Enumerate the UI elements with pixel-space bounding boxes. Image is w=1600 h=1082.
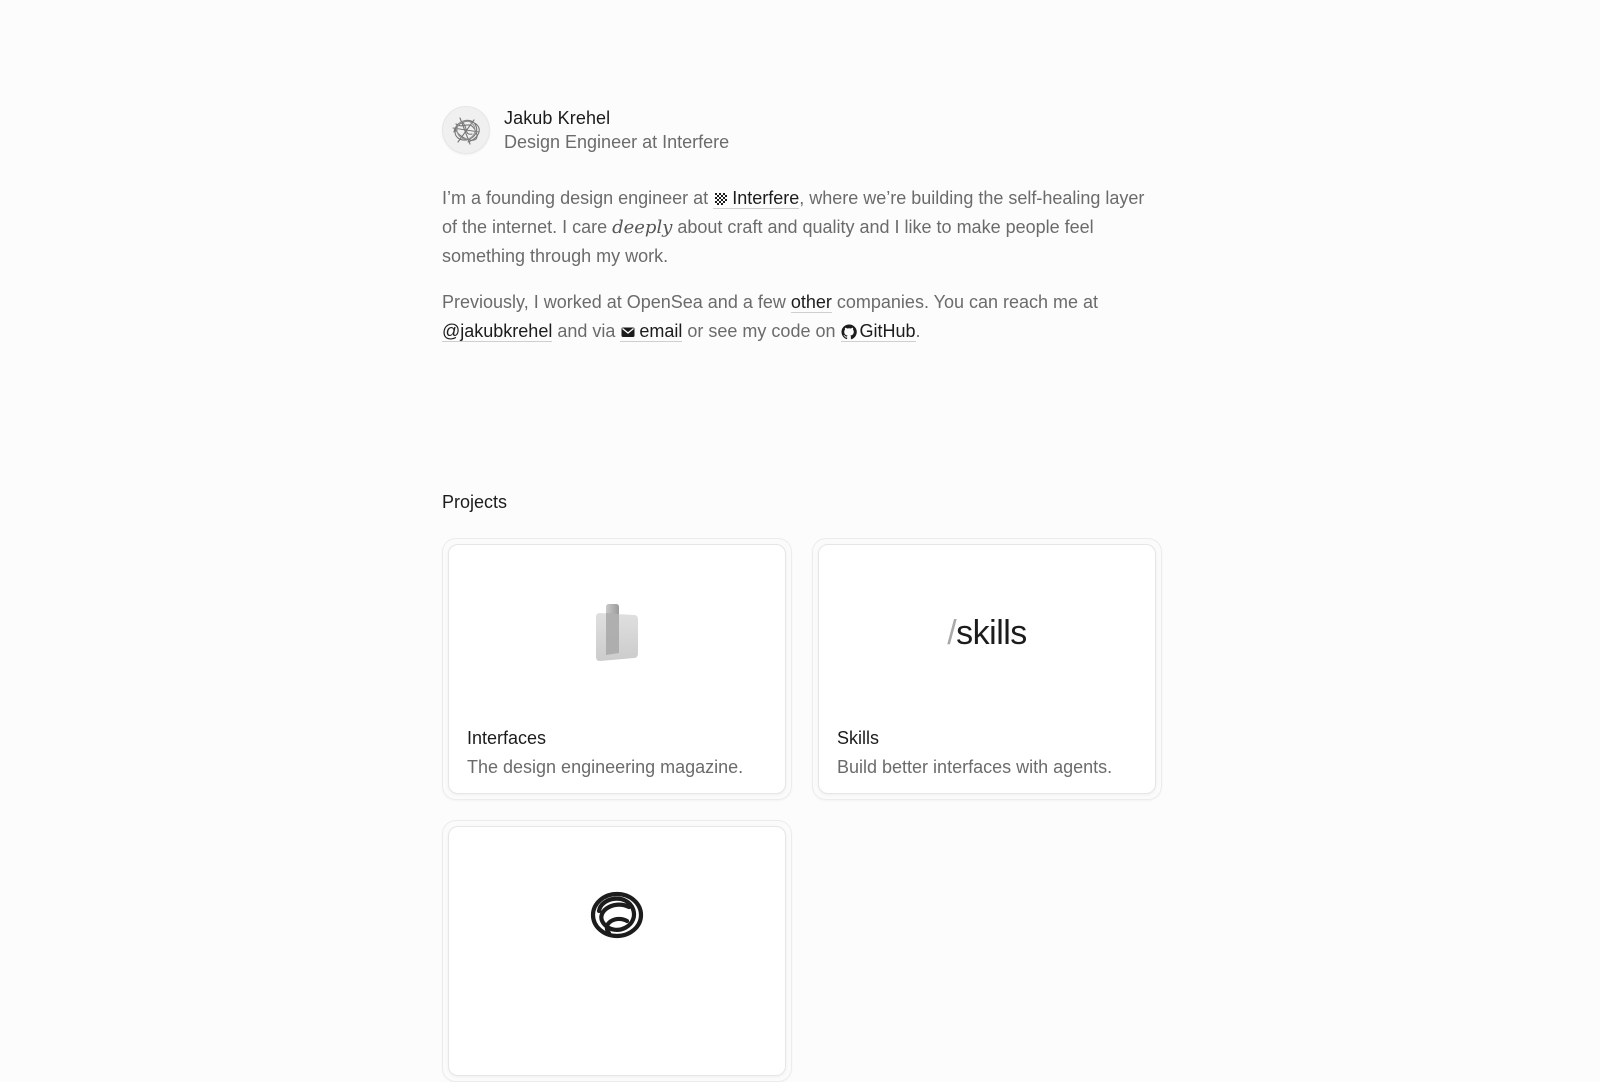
project-card-skills[interactable] xyxy=(812,538,1162,800)
bio xyxy=(442,184,1162,346)
bio-paragraph-2 xyxy=(442,288,1162,346)
project-description: The design engineering magazine. xyxy=(467,757,744,777)
project-card-interfaces[interactable] xyxy=(442,538,792,800)
bio-emphasis: deeply xyxy=(612,217,673,238)
github-icon xyxy=(841,324,857,340)
profile-name: Jakub Krehel xyxy=(504,107,611,128)
projects-grid xyxy=(442,538,1162,1082)
bio-text: I’m a founding design engineer at xyxy=(442,188,714,208)
profile-role: Design Engineer at Interfere xyxy=(504,131,730,152)
bio-text: and via xyxy=(552,321,621,341)
github-link[interactable] xyxy=(841,321,916,342)
email-link[interactable] xyxy=(620,321,682,342)
intro-section xyxy=(442,106,1162,346)
projects-heading: Projects xyxy=(442,492,508,512)
interfere-logo-icon xyxy=(713,191,729,207)
bio-text: , where we’re building the self-healing layer of the internet. I care xyxy=(442,188,1145,237)
twitter-handle-link[interactable]: @jakubkrehel xyxy=(442,321,553,341)
project-title: Interfaces xyxy=(467,728,547,748)
github-link-label: GitHub xyxy=(859,321,916,341)
project-description: Build better interfaces with agents. xyxy=(837,757,1113,777)
interfaces-logo-icon xyxy=(590,603,644,663)
project-card-inner xyxy=(818,544,1156,794)
project-art xyxy=(449,883,785,947)
email-link-label: email xyxy=(639,321,683,341)
bio-text: about craft and quality and I like to make people feel something through my work. xyxy=(442,217,1094,266)
interfere-link-label: Interfere xyxy=(732,188,800,208)
project-card-third[interactable] xyxy=(442,820,792,1082)
other-companies-link[interactable]: other xyxy=(790,292,832,312)
project-art xyxy=(449,601,785,665)
project-card-inner xyxy=(448,826,786,1076)
bio-text: or see my code on xyxy=(682,321,841,341)
skills-logo xyxy=(947,614,1027,653)
project-art xyxy=(819,601,1155,665)
profile-header xyxy=(442,106,1162,154)
bio-text: companies. You can reach me at xyxy=(831,292,1099,312)
bio-paragraph-1 xyxy=(442,184,1162,271)
project-card-inner xyxy=(448,544,786,794)
skills-logo-text: skills xyxy=(956,613,1027,652)
interfere-link[interactable] xyxy=(713,188,799,209)
project-title: Skills xyxy=(837,728,880,748)
bio-text: . xyxy=(915,321,921,341)
bio-text: Previously, I worked at OpenSea and a few xyxy=(442,292,791,312)
knot-logo-icon xyxy=(587,885,647,945)
envelope-icon xyxy=(620,324,636,340)
avatar xyxy=(442,106,490,154)
skills-logo-slash: / xyxy=(947,613,957,652)
scribble-avatar-icon xyxy=(446,110,486,150)
